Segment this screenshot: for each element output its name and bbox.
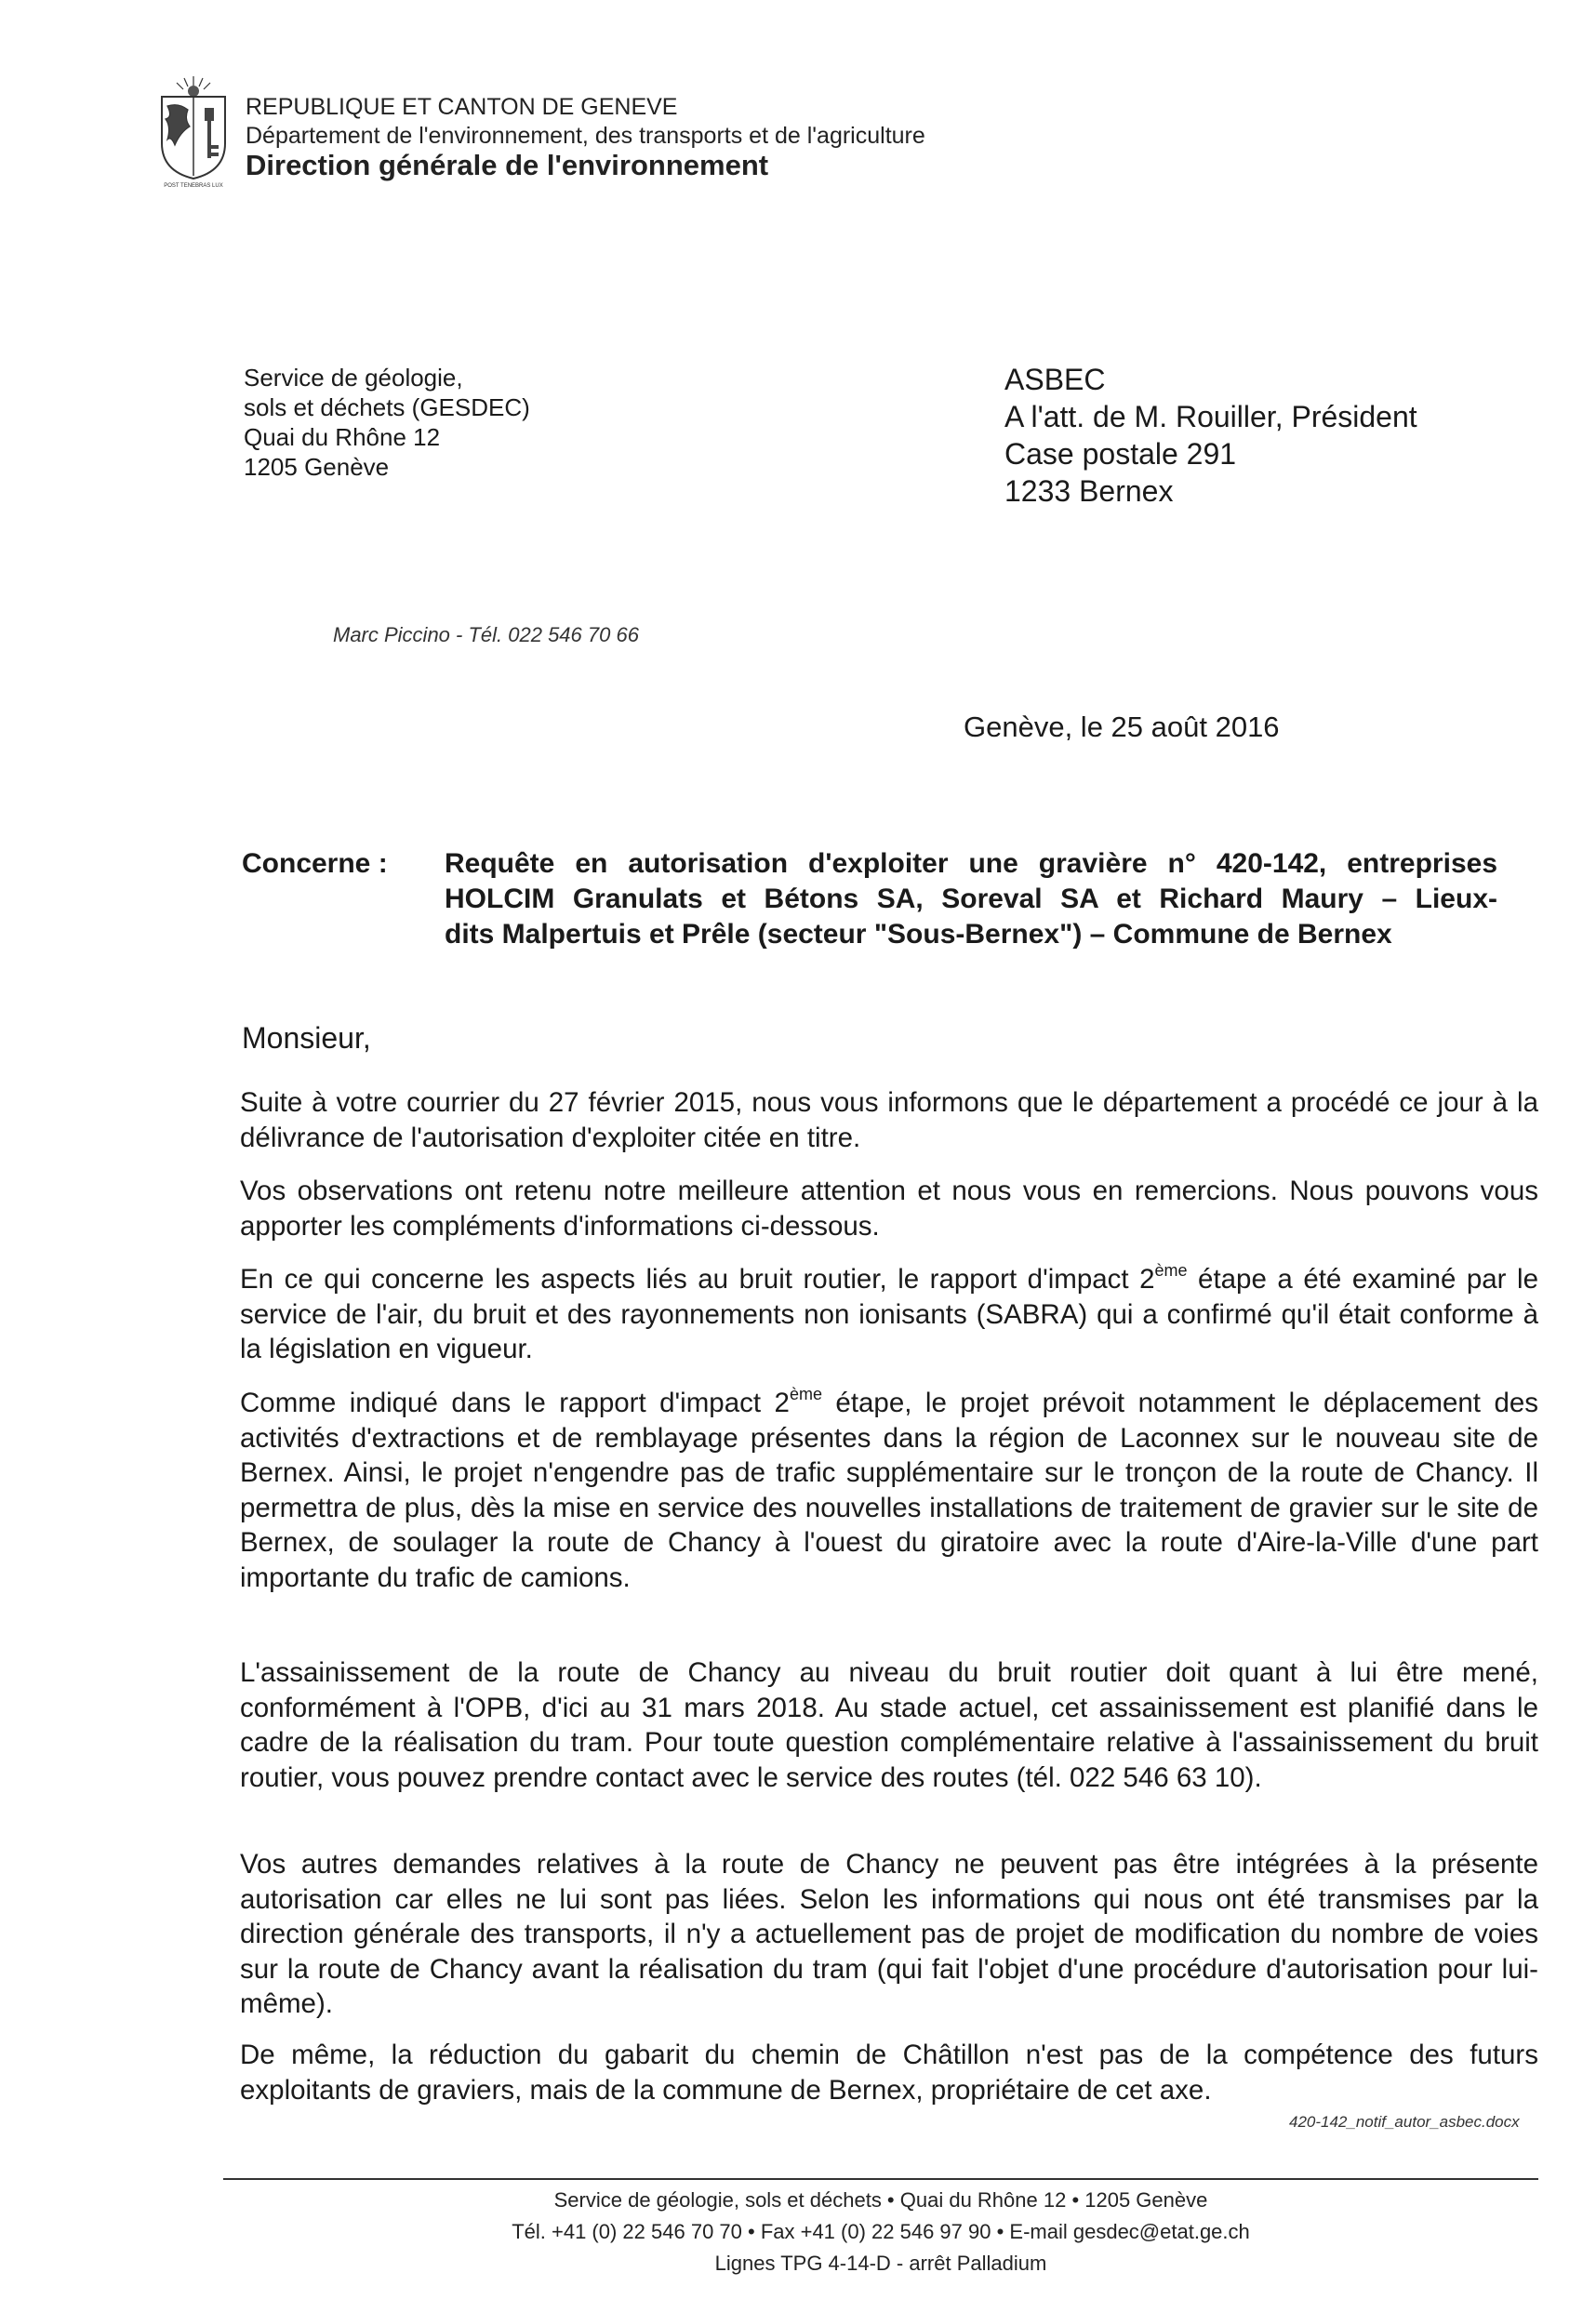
footer-address: Service de géologie, sols et déchets • Quai du Rhône 12 • 1205 Genève [553,2188,1208,2212]
letterhead-department: Département de l'environnement, des transports et de l'agriculture [246,123,925,149]
sender-line: Service de géologie, [244,364,463,392]
letter-date: Genève, le 25 août 2016 [964,711,1280,743]
paragraph [240,1262,1538,1367]
contact-person: Marc Piccino - Tél. 022 546 70 66 [333,623,639,646]
paragraph: De même, la réduction du gabarit du chemin de Châtillon n'est pas de la compétence des futurs exploitants de graviers, mais de la commune de Bernex, propriétaire de cet axe. [240,2040,1538,2106]
subject-label: Concerne : [242,848,388,879]
subject-line: HOLCIM Granulats et Bétons SA, Soreval SA et Richard Maury – Lieux- [445,884,1497,914]
recipient-line: A l'att. de M. Rouiller, Président [1004,400,1417,433]
paragraph: Vos observations ont retenu notre meilleure attention et nous vous en remercions. Nous pouvons vous apporter les compléments d'informations ci-dessous. [240,1176,1538,1242]
footer-contact: Tél. +41 (0) 22 546 70 70 • Fax +41 (0) 22 546 97 90 • E-mail gesdec@etat.ge.ch [512,2220,1250,2243]
letterhead-direction: Direction générale de l'environnement [246,149,769,181]
paragraph-text: Comme indiqué dans le rapport d'impact 2 [240,1388,790,1418]
paragraph [240,1386,1538,1595]
superscript: ème [789,1385,822,1404]
recipient-line: 1233 Bernex [1004,474,1174,508]
document-filename: 420-142_notif_autor_asbec.docx [1289,2113,1520,2131]
footer-transport: Lignes TPG 4-14-D - arrêt Palladium [714,2252,1047,2275]
subject-text [445,846,1497,952]
paragraph: Vos autres demandes relatives à la route de Chancy ne peuvent pas être intégrées à la présente autorisation car elles ne lui sont pas liées. Selon les informations qui nous ont été transmises par la direction générale des transports, il n'y a actuellement pas de projet de modification du nombre de voies sur la route de Chancy avant la réalisation du tram (qui fait l'objet d'une procédure d'autorisation pour lui-même). [240,1849,1538,2019]
crest-motto: POST TENEBRAS LUX [164,183,223,189]
subject-line: Requête en autorisation d'exploiter une gravière n° 420-142, entreprises [445,848,1497,879]
sender-line: sols et déchets (GESDEC) [244,393,530,421]
paragraph: Suite à votre courrier du 27 février 2015, nous vous informons que le département a procédé ce jour à la délivrance de l'autorisation d'exploiter citée en titre. [240,1087,1538,1153]
paragraph-text: étape, le projet prévoit notamment le déplacement des activités d'extractions et de remblayage présentes dans la région de Laconnex sur le nouveau site de Bernex. Ainsi, le projet n'engendre pas de trafic supplémentaire sur le tronçon de la route de Chancy. Il permettra de plus, dès la mise en service des nouvelles installations de traitement de gravier sur le site de Bernex, de soulager la route de Chancy à l'ouest du giratoire avec la route d'Aire-la-Ville d'une part importante du trafic de camions. [240,1388,1539,1593]
superscript: ème [1154,1261,1188,1281]
recipient-line: ASBEC [1004,363,1106,396]
sender-line: Quai du Rhône 12 [244,423,441,451]
paragraph-text: étape a été examiné par le service de l'air, du bruit et des rayonnements non ionisants (SABRA) qui a confirmé qu'il était conforme à la législation en vigueur. [240,1264,1538,1364]
letterhead-republic: REPUBLIQUE ET CANTON DE GENEVE [246,94,678,120]
footer-divider [223,2178,1538,2180]
paragraph: L'assainissement de la route de Chancy au niveau du bruit routier doit quant à lui être mené, conformément à l'OPB, d'ici au 31 mars 2018. Au stade actuel, cet assainissement est planifié dans le cadre de la réalisation du tram. Pour toute question complémentaire relative à l'assainissement du bruit routier, vous pouvez prendre contact avec le service des routes (tél. 022 546 63 10). [240,1657,1538,1793]
paragraph-text: En ce qui concerne les aspects liés au bruit routier, le rapport d'impact 2 [240,1264,1155,1295]
sender-line: 1205 Genève [244,453,390,481]
geneva-crest-logo [151,71,236,190]
salutation: Monsieur, [242,1021,371,1055]
subject-line: dits Malpertuis et Prêle (secteur "Sous-Bernex") – Commune de Bernex [445,919,1392,950]
recipient-line: Case postale 291 [1004,437,1237,471]
